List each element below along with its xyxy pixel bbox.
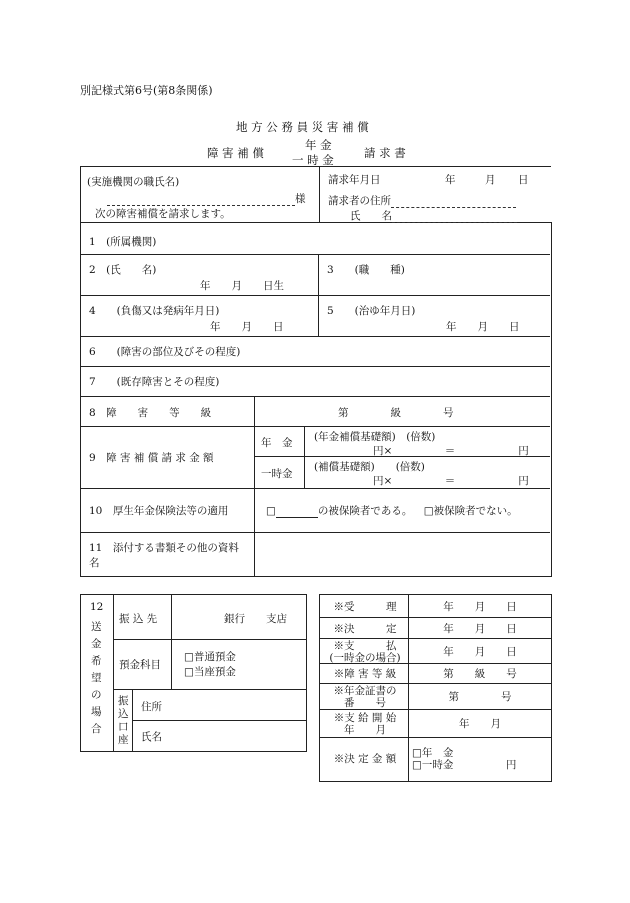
office-row-label: ※決 定: [333, 622, 397, 635]
office-row-label: ※年金証書の 番 号: [333, 685, 397, 709]
office-row-value[interactable]: 第 号: [448, 691, 512, 703]
row-disability-part[interactable]: [80, 336, 550, 367]
pension-label: 年 金: [261, 437, 293, 449]
form-title-option-pension: 年 金: [305, 138, 332, 152]
request-text: 次の障害補償を請求します。: [95, 208, 231, 220]
form-title-right: 請 求 書: [364, 146, 406, 160]
claimant-name-label: 氏 名: [350, 210, 392, 222]
pension-calc-head: (年金補償基礎額) (倍数): [314, 431, 436, 443]
form-title-line1: 地 方 公 務 員 災 害 補 償: [236, 120, 369, 134]
form-title-left: 障 害 補 償: [207, 146, 264, 160]
transfer-number: 12: [90, 601, 104, 613]
account-type-label: 預金科目: [119, 659, 161, 671]
office-row-value[interactable]: 年 月 日: [443, 601, 517, 613]
bank-label: 振 込 先: [119, 613, 158, 625]
office-row-label: ※決 定 金 額: [333, 753, 397, 765]
attachments-label: 11 添付する書類その他の資料名: [89, 542, 239, 569]
existing-disability-label: 7 (既存障害とその程度): [89, 376, 220, 388]
not-insured-option[interactable]: □被保険者でない。: [423, 505, 518, 517]
claim-amount-label: 9 障 害 補 償 請 求 金 額: [89, 452, 214, 464]
transfer-table: [80, 594, 307, 752]
row-pension-insurance: [80, 488, 550, 533]
row-existing-disability[interactable]: [80, 366, 550, 397]
account-current[interactable]: □当座預金: [184, 666, 236, 678]
pension-insurance-label: 10 厚生年金保険法等の適用: [89, 505, 229, 517]
date-day: 日: [518, 174, 529, 186]
org-label: (実施機関の職氏名): [87, 176, 180, 188]
affiliation-label: 1 (所属機関): [89, 236, 157, 248]
grade-value[interactable]: 第 級 号: [338, 407, 454, 419]
office-row-value[interactable]: 年 月 日: [443, 645, 517, 658]
office-row-value[interactable]: □年 金 □一時金 円: [412, 747, 517, 771]
bank-value[interactable]: 銀行 支店: [224, 613, 287, 625]
claimant-info: [319, 167, 551, 222]
account-ordinary[interactable]: □普通預金: [184, 651, 236, 663]
recovery-date: 年 月 日: [446, 321, 520, 333]
form-title-option-lumpsum: 一 時 金: [292, 153, 334, 167]
row-claim-amount: [80, 426, 550, 489]
office-use-table: [319, 594, 552, 782]
sama-label: 様: [295, 193, 306, 205]
date-year: 年: [445, 174, 456, 186]
office-row-value[interactable]: 年 月 日: [443, 622, 517, 635]
row-affiliation[interactable]: [80, 226, 550, 255]
lumpsum-calc[interactable]: 円× ＝ 円: [373, 475, 529, 487]
insured-checkbox[interactable]: □: [266, 505, 276, 517]
office-row-value[interactable]: 年 月: [459, 718, 501, 730]
transfer-name-label: 氏名: [141, 731, 162, 743]
row-attachments: [80, 532, 550, 576]
row-name-job: [80, 254, 550, 296]
account-box-label: 振込口座: [118, 695, 129, 746]
job-label: 3 (職 種): [327, 264, 405, 276]
name-label: 2 (氏 名): [89, 264, 157, 276]
transfer-vertical-label: 送金希望の場合: [91, 621, 102, 735]
transfer-address-label: 住所: [141, 701, 162, 713]
addressee-line[interactable]: [107, 194, 295, 206]
lumpsum-label: 一時金: [261, 468, 293, 480]
office-row-label: ※受 理: [333, 601, 397, 613]
office-row-label: ※支 払 (一時金の場合): [329, 639, 401, 664]
insured-text: の被保険者である。: [317, 505, 413, 517]
date-label: 請求年月日: [328, 174, 381, 186]
insurance-type-line[interactable]: [276, 506, 318, 518]
grade-label: 8 障 害 等 級: [89, 407, 212, 419]
disability-part-label: 6 (障害の部位及びその程度): [89, 346, 241, 358]
pension-calc[interactable]: 円× ＝ 円: [373, 445, 529, 457]
injury-date-label: 4 (負傷又は発病年月日): [89, 305, 220, 317]
form-reference: 別記様式第6号(第8条関係): [80, 84, 213, 97]
recovery-date-label: 5 (治ゆ年月日): [327, 305, 416, 317]
office-row-label: ※障 害 等 級: [333, 668, 397, 680]
row-grade: [80, 396, 550, 427]
address-line[interactable]: [391, 196, 516, 208]
injury-date: 年 月 日: [210, 321, 284, 333]
lumpsum-calc-head: (補償基礎額) (倍数): [314, 461, 425, 473]
birth-date: 年 月 日生: [200, 280, 284, 292]
row-injury-recovery: [80, 295, 550, 337]
office-row-label: ※支 給 開 始 年 月: [333, 712, 397, 736]
office-row-value[interactable]: 第 級 号: [443, 668, 517, 680]
address-label: 請求者の住所: [328, 195, 391, 207]
date-month: 月: [485, 174, 496, 186]
